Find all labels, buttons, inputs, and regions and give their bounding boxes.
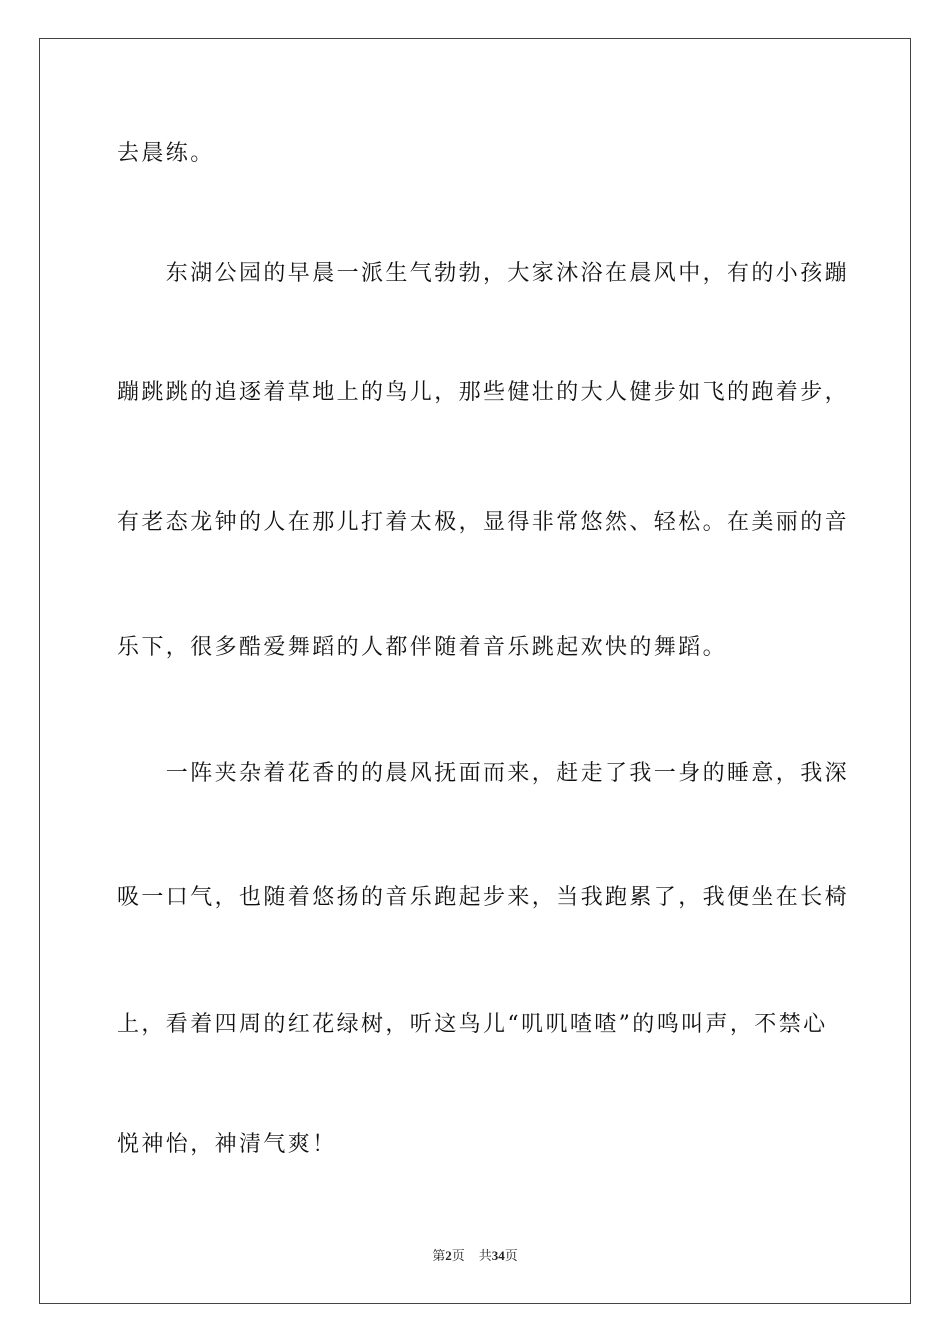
footer-prefix: 第: [432, 1249, 446, 1264]
text-line: 有老态龙钟的人在那儿打着太极，显得非常悠然、轻松。在美丽的音: [117, 510, 850, 535]
text-line: 去晨练。: [117, 141, 215, 166]
text-line: 蹦跳跳的追逐着草地上的鸟儿，那些健壮的大人健步如飞的跑着步，: [117, 380, 850, 405]
total-pages: 34: [491, 1248, 505, 1263]
footer-page-suffix: 页: [451, 1249, 465, 1264]
text-line: 东湖公园的早晨一派生气勃勃，大家沐浴在晨风中，有的小孩蹦: [117, 261, 850, 286]
text-line: 上，看着四周的红花绿树，听这鸟儿“叽叽喳喳”的鸣叫声，不禁心: [117, 1012, 828, 1037]
page-number: 2: [445, 1248, 452, 1263]
footer-total-prefix: 共: [478, 1249, 492, 1264]
page-border: [39, 38, 911, 1304]
page-footer: [0, 1248, 950, 1265]
text-line: 乐下，很多酷爱舞蹈的人都伴随着音乐跳起欢快的舞蹈。: [117, 635, 728, 660]
text-line: 悦神怡，神清气爽！: [117, 1132, 337, 1157]
text-line: 吸一口气，也随着悠扬的音乐跑起步来，当我跑累了，我便坐在长椅: [117, 885, 850, 910]
text-line: 一阵夹杂着花香的的晨风抚面而来，赶走了我一身的睡意，我深: [117, 761, 850, 786]
footer-total-suffix: 页: [504, 1249, 518, 1264]
